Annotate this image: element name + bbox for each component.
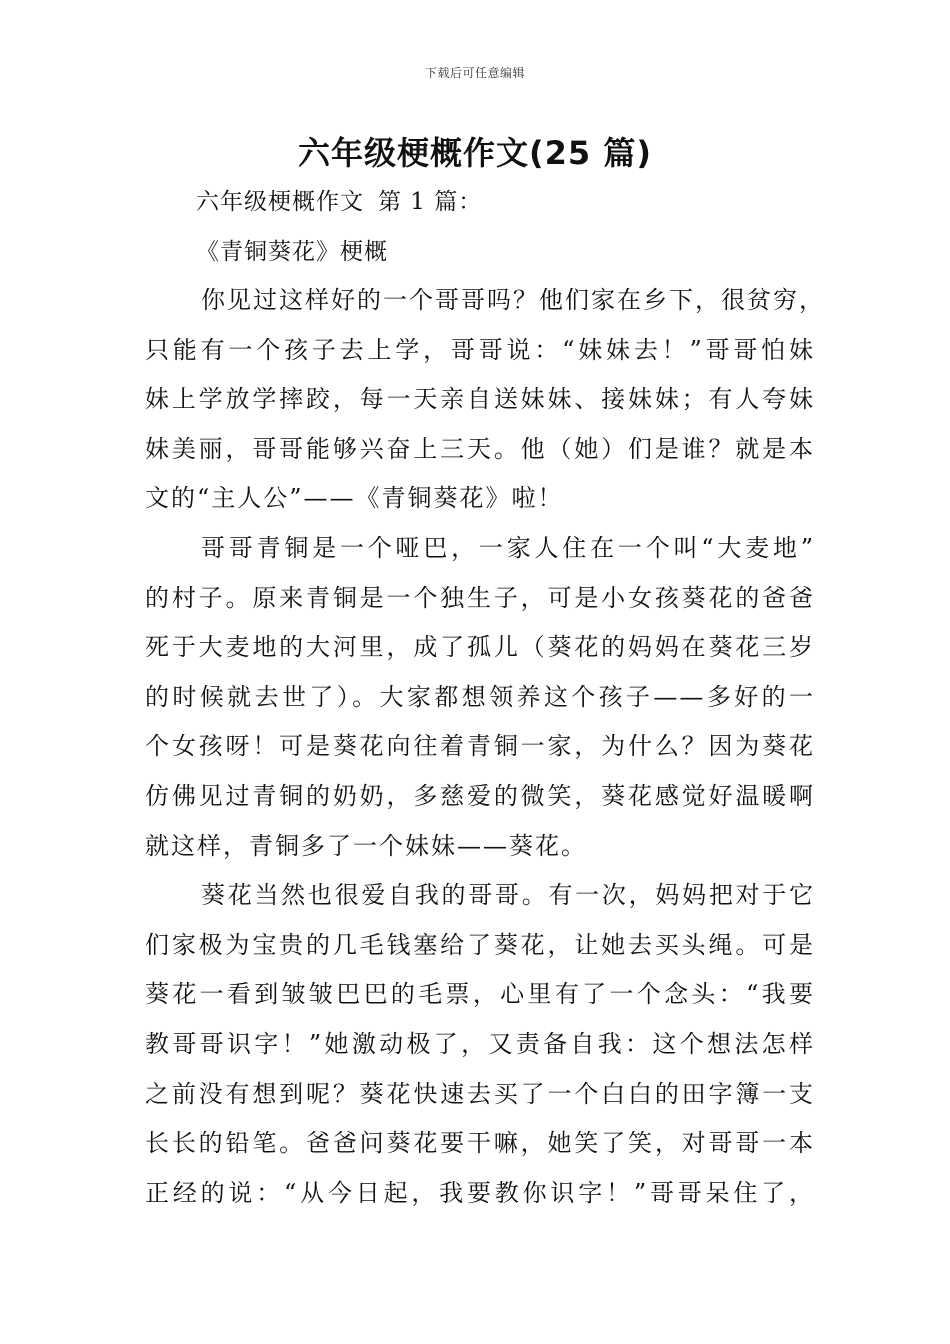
paragraph-line: 只能有一个孩子去上学，哥哥说：“妹妹去！”哥哥怕妹 [145, 335, 815, 364]
article-subtitle [196, 183, 482, 216]
paragraph-line: 葵花一看到皱皱巴巴的毛票，心里有了一个念头：“我要 [145, 980, 815, 1009]
body-text [145, 276, 825, 1218]
paragraph-line: 哥哥青铜是一个哑巴，一家人住在一个叫“大麦地” [201, 533, 815, 562]
paragraph-line: 的村子。原来青铜是一个独生子，可是小女孩葵花的爸爸 [145, 583, 815, 612]
document-title: 六年级梗概作文(25 篇) [298, 134, 652, 172]
paragraph-line: 妹上学放学摔跤，每一天亲自送妹妹、接妹妹；有人夸妹 [145, 385, 815, 414]
paragraph-line: 们家极为宝贵的几毛钱塞给了葵花，让她去买头绳。可是 [145, 930, 815, 959]
paragraph-line: 妹美丽，哥哥能够兴奋上三天。他（她）们是谁？就是本 [145, 434, 815, 463]
paragraph-line: 正经的说：“从今日起，我要教你识字！”哥哥呆住了， [145, 1178, 815, 1207]
paragraph-line: 仿佛见过青铜的奶奶，多慈爱的微笑，葵花感觉好温暖啊 [145, 781, 815, 810]
paragraph-line: 教哥哥识字！”她激动极了，又责备自我：这个想法怎样 [145, 1029, 815, 1058]
paragraph-line: 就这样，青铜多了一个妹妹——葵花。 [145, 831, 587, 860]
paragraph-line: 之前没有想到呢？葵花快速去买了一个白白的田字簿一支 [145, 1079, 815, 1108]
paragraph-line: 个女孩呀！可是葵花向往着青铜一家，为什么？因为葵花 [145, 732, 815, 761]
paragraph-line: 长长的铅笔。爸爸问葵花要干嘛，她笑了笑，对哥哥一本 [145, 1129, 815, 1158]
paragraph-line: 葵花当然也很爱自我的哥哥。有一次，妈妈把对于它 [201, 881, 815, 910]
header-note: 下载后可任意编辑 [424, 66, 525, 80]
paragraph-line: 死于大麦地的大河里，成了孤儿（葵花的妈妈在葵花三岁 [145, 633, 815, 662]
subtitle-text: 六年级梗概作文 [196, 189, 364, 215]
subtitle-number: 第 1 篇： [378, 189, 483, 215]
paragraph-line: 你见过这样好的一个哥哥吗？他们家在乡下，很贫穷， [201, 286, 825, 314]
paragraph-line: 的时候就去世了）。大家都想领养这个孩子——多好的一 [145, 682, 815, 711]
book-title: 《青铜葵花》梗概 [196, 239, 388, 265]
paragraph-line: 文的“主人公”——《青铜葵花》啦！ [145, 484, 564, 513]
